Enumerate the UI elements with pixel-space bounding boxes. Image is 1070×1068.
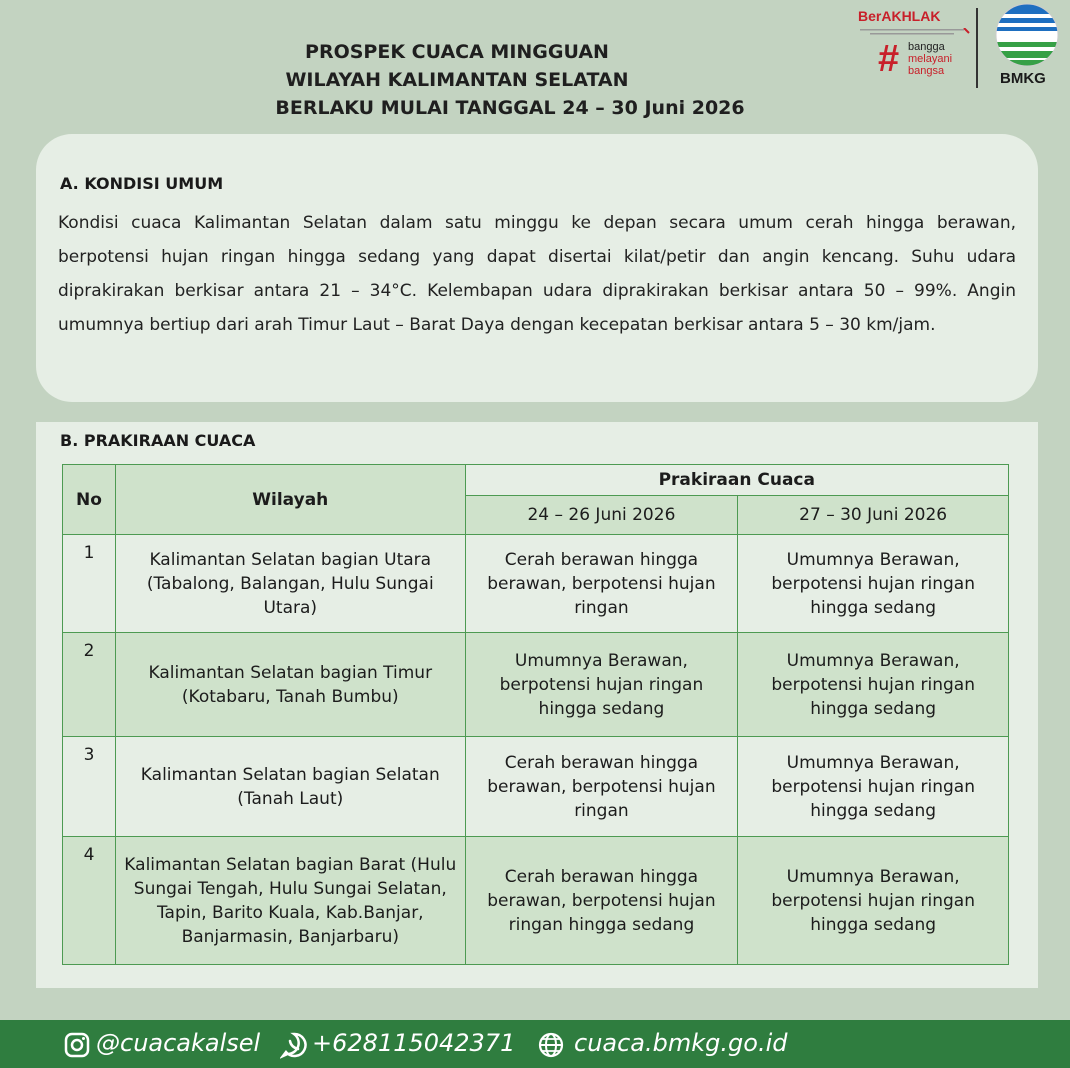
row-wilayah: Kalimantan Selatan bagian Selatan (Tanah Laut) [115,737,465,837]
general-condition-text: Kondisi cuaca Kalimantan Selatan dalam satu minggu ke depan secara umum cerah hingga berawan, berpotensi hujan ringan hingga sedang yang dapat disertai kilat/petir dan angin kencang. Suhu udara diprakirakan berkisar antara 21 – 34°C. Kelembapan udara diprakirakan berkisar antara 50 – 99%. Angin umumnya bertiup dari arah Timur Laut – Barat Daya dengan kecepatan berkisar antara 5 – 30 km/jam. [58,213,1016,335]
row-period-1: Cerah berawan hingga berawan, berpotensi hujan ringan [465,737,738,837]
forecast-card [36,422,1038,988]
berakhlak-tagline-icon [860,28,970,36]
berakhlak-logo: BerAKHLAK [858,8,941,24]
title-line-2: WILAYAH KALIMANTAN SELATAN [285,69,629,91]
footer-bar [0,1020,1070,1068]
row-no: 3 [63,737,116,837]
row-no: 1 [63,535,116,633]
melayani-word: melayani [908,53,953,65]
logo-divider [976,8,978,88]
whatsapp-icon [280,1031,308,1059]
row-period-1: Cerah berawan hingga berawan, berpotensi hujan ringan hingga sedang [465,837,738,965]
row-period-1: Umumnya Berawan, berpotensi hujan ringan hingga sedang [465,633,738,737]
header-period-2: 27 – 30 Juni 2026 [738,496,1009,535]
globe-icon [537,1031,565,1059]
bangsa-word: bangsa [908,65,945,77]
table-row [63,737,1009,837]
table-row [63,633,1009,737]
whatsapp-number[interactable]: +628115042371 [312,1029,516,1057]
row-wilayah: Kalimantan Selatan bagian Utara (Tabalong, Balangan, Hulu Sungai Utara) [115,535,465,633]
general-condition-card [36,134,1038,402]
header-wilayah: Wilayah [115,465,465,535]
title-line-1: PROSPEK CUACA MINGGUAN [305,41,609,63]
row-period-2: Umumnya Berawan, berpotensi hujan ringan hingga sedang [738,737,1009,837]
bangga-word: bangga [908,41,945,53]
row-no: 2 [63,633,116,737]
header-period-1: 24 – 26 Juni 2026 [465,496,738,535]
forecast-table [62,464,1009,965]
row-wilayah: Kalimantan Selatan bagian Timur (Kotabaru, Tanah Bumbu) [115,633,465,737]
bmkg-logo-icon [994,2,1060,68]
header-prakiraan: Prakiraan Cuaca [465,465,1008,496]
bmkg-label: BMKG [1000,70,1046,87]
row-period-1: Cerah berawan hingga berawan, berpotensi hujan ringan [465,535,738,633]
instagram-icon [64,1032,90,1058]
instagram-handle[interactable]: @cuacakalsel [96,1029,261,1057]
header-no: No [63,465,116,535]
table-row [63,535,1009,633]
row-period-2: Umumnya Berawan, berpotensi hujan ringan hingga sedang [738,633,1009,737]
row-wilayah: Kalimantan Selatan bagian Barat (Hulu Sungai Tengah, Hulu Sungai Selatan, Tapin, Barito Kuala, Kab.Banjar, Banjarmasin, Banjarbaru) [115,837,465,965]
logo-area [858,2,1068,90]
website-link[interactable]: cuaca.bmkg.go.id [574,1029,788,1057]
title-line-3: BERLAKU MULAI TANGGAL 24 – 30 Juni 2026 [275,97,745,119]
page-title [230,38,790,122]
row-period-2: Umumnya Berawan, berpotensi hujan ringan hingga sedang [738,837,1009,965]
section-b-title: B. PRAKIRAAN CUACA [60,431,256,450]
section-a-title: A. KONDISI UMUM [60,174,224,193]
table-row [63,837,1009,965]
row-no: 4 [63,837,116,965]
row-period-2: Umumnya Berawan, berpotensi hujan ringan hingga sedang [738,535,1009,633]
hashtag-icon: # [878,38,900,80]
